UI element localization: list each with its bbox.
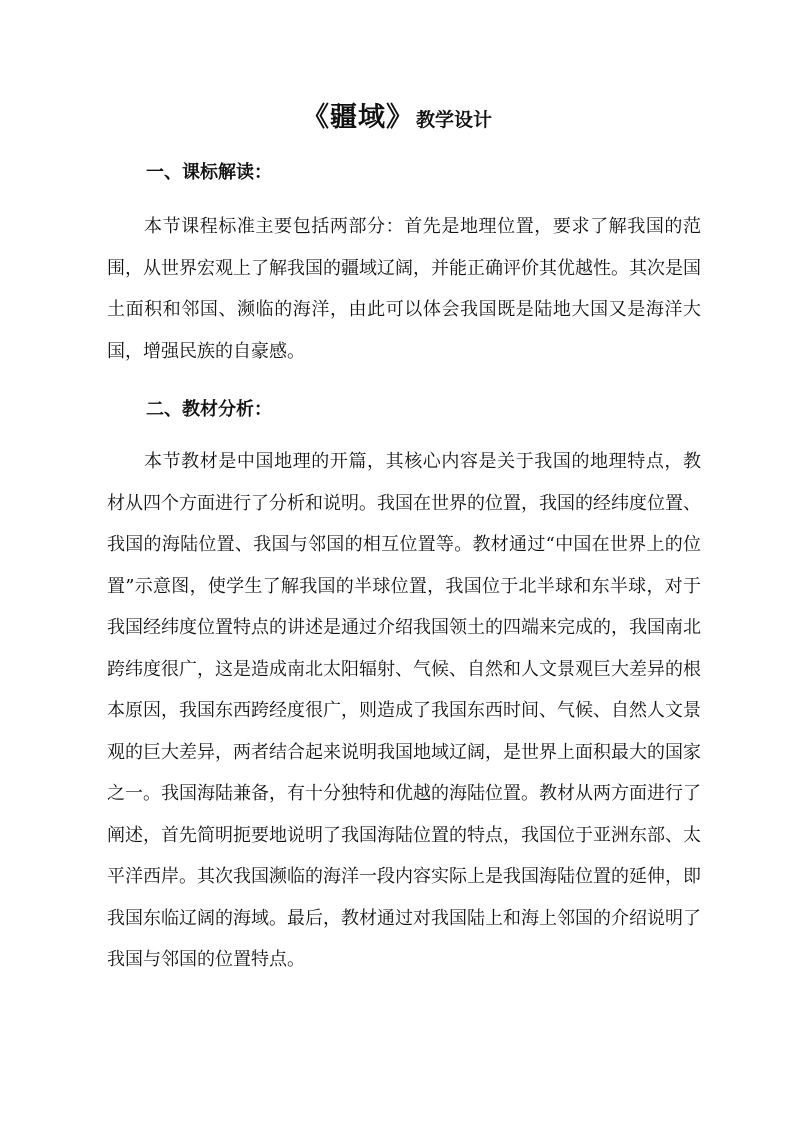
document-title: [0, 98, 794, 141]
section-body-textbook: 本节教材是中国地理的开篇，其核心内容是关于我国的地理特点，教材从四个方面进行了分析和说明。我国在世界的位置，我国的经纬度位置、我国的海陆位置、我国与邻国的相互位置等。教材通过“中国在世界上的位置”示意图，使学生了解我国的半球位置，我国位于北半球和东半球，对于我国经纬度位置特点的讲述是通过介绍我国领土的四端来完成的，我国南北跨纬度很广，这是造成南北太阳辐射、气候、自然和人文景观巨大差异的根本原因，我国东西跨经度很广，则造成了我国东西时间、气候、自然人文景观的巨大差异，两者结合起来说明我国地域辽阔，是世界上面积最大的国家之一。我国海陆兼备，有十分独特和优越的海陆位置。教材从两方面进行了阐述，首先简明扼要地说明了我国海陆位置的特点，我国位于亚洲东部、太平洋西岸。其次我国濒临的海洋一段内容实际上是我国海陆位置的延伸，即我国东临辽阔的海域。最后，教材通过对我国陆上和海上邻国的介绍说明了我国与邻国的位置特点。: [107, 451, 701, 970]
section-heading-curriculum: 一、课标解读：: [146, 162, 272, 183]
title-main: 《疆域》: [301, 102, 414, 133]
section-body-curriculum: 本节课程标准主要包括两部分：首先是地理位置，要求了解我国的范围，从世界宏观上了解我国的疆域辽阔，并能正确评价其优越性。其次是国土面积和邻国、濒临的海洋，由此可以体会我国既是陆地大国又是海洋大国，增强民族的自豪感。: [107, 216, 701, 362]
title-subtitle: 教学设计: [415, 109, 492, 131]
section-heading-textbook: 二、教材分析：: [146, 399, 272, 420]
